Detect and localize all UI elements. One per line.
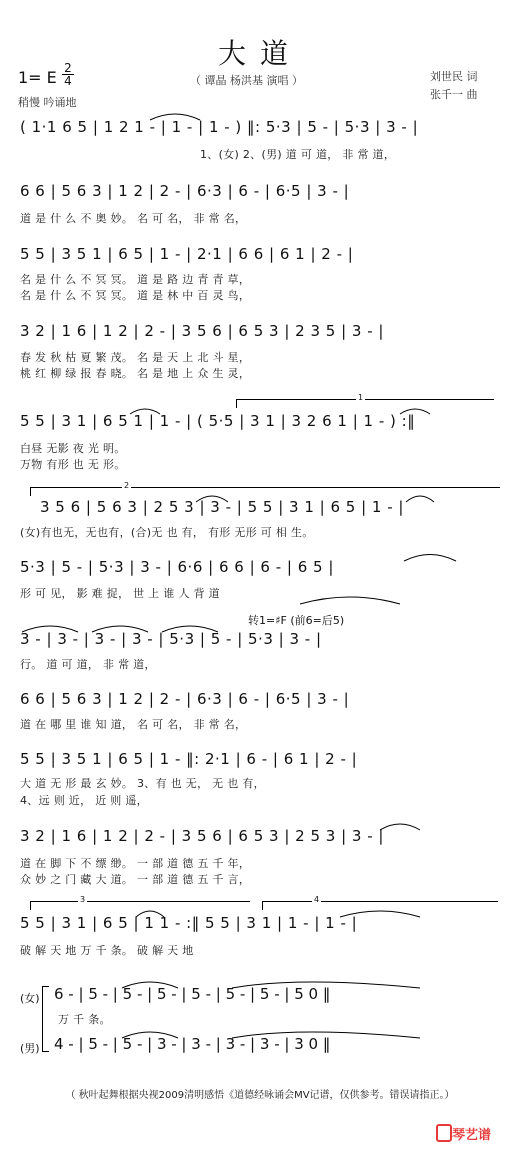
slur-arc [406, 496, 434, 502]
slur-arc [136, 911, 164, 917]
score-system-7-notes: 5·3 | 5 - | 5·3 | 3 - | 6·6 | 6 6 | 6 - | 6 5 | [20, 558, 334, 576]
male-part-label: (男) [20, 1042, 40, 1055]
composer: 张千一 曲 [430, 88, 478, 101]
score-system-6-notes: 3 5 6 | 5 6 3 | 2 5 3 | 3 - | 5 5 | 3 1 | 6 5 | 1 - | [40, 498, 404, 516]
slur-arc [232, 982, 420, 988]
slur-arc [162, 626, 218, 632]
slur-arc [22, 626, 78, 632]
key-change-marking: 转1=♯F (前6=后5) [248, 614, 345, 627]
score-system-4-lyrics-2: 桃 红 柳 绿 报 春 晓。 名 是 地 上 众 生 灵， [20, 367, 251, 380]
volta-number-2: 2 [124, 481, 130, 490]
performers: （ 谭晶 杨洪基 演唱 ） [190, 74, 303, 87]
score-system-2-lyrics-1: 道 是 什 么 不 奥 妙。 名 可 名， 非 常 名， [20, 212, 247, 225]
score-system-4-lyrics-1: 春 发 秋 枯 夏 繁 茂。 名 是 天 上 北 斗 星， [20, 351, 251, 364]
score-system-8-lyrics-1: 行。 道 可 道， 非 常 道， [20, 658, 156, 671]
slur-arc [340, 911, 420, 917]
slur-arc [122, 1032, 178, 1038]
volta-number-3: 3 [80, 895, 86, 904]
score-system-1-notes: ( 1·1 6 5 | 1 2 1 - | 1 - | 1 - ) ‖: 5·3 | 5 - | 5·3 | 3 - | [20, 118, 419, 136]
score-system-2-notes: 6 6 | 5 6 3 | 1 2 | 2 - | 6·3 | 6 - | 6·5 | 3 - | [20, 182, 350, 200]
female-part-notes: 6 - | 5 - | 5 - | 5 - | 5 - | 5 - | 5 - | 5 0 ‖ [54, 985, 331, 1003]
score-system-9-lyrics-1: 道 在 哪 里 谁 知 道， 名 可 名， 非 常 名， [20, 718, 247, 731]
time-signature-denominator: 4 [64, 74, 72, 88]
female-part-lyrics: 万 千 条。 [58, 1013, 111, 1026]
slur-arc [232, 1032, 420, 1038]
slur-arc [92, 626, 148, 632]
score-system-5-lyrics-2: 万物 有形 也 无 形。 [20, 458, 126, 471]
score-system-3-lyrics-1: 名 是 什 么 不 冥 冥。 道 是 路 边 青 青 草， [20, 273, 251, 286]
slur-arc [300, 597, 400, 604]
slur-arc [196, 496, 228, 502]
score-system-11-notes: 3 2 | 1 6 | 1 2 | 2 - | 3 5 6 | 6 5 3 | 2 5 3 | 3 - | [20, 827, 384, 845]
score-system-10-lyrics-2: 4、远 则 近， 近 则 遥， [20, 794, 148, 807]
score-system-12-notes: 5 5 | 3 1 | 6 5 | 1 1 - :‖ 5 5 | 3 1 | 1 - | 1 - | [20, 914, 358, 932]
score-system-5-lyrics-1: 白昼 无影 夜 光 明。 [20, 442, 126, 455]
score-system-12-lyrics-1: 破 解 天 地 万 千 条。 破 解 天 地 [20, 944, 194, 957]
slur-arc [380, 824, 420, 830]
transcription-note: （ 秋叶起舞根据央视2009清明感悟《道德经咏诵会MV记谱，仅供参考。错误请指正。） [65, 1090, 455, 1101]
score-system-6-lyrics-1: (女)有也无，无也有，(合)无 也 有， 有形 无形 可 相 生。 [20, 526, 314, 539]
score-system-5-notes: 5 5 | 3 1 | 6 5 1 | 1 - | ( 5·5 | 3 1 | 3 2 6 1 | 1 - ) :‖ [20, 412, 416, 430]
score-system-10-notes: 5 5 | 3 5 1 | 6 5 | 1 - ‖: 2·1 | 6 - | 6 1 | 2 - | [20, 750, 358, 768]
score-system-9-notes: 6 6 | 5 6 3 | 1 2 | 2 - | 6·3 | 6 - | 6·5 | 3 - | [20, 690, 350, 708]
score-system-7-lyrics-1: 形 可 见， 影 难 捉， 世 上 谁 人 背 道 [20, 587, 220, 600]
score-system-4-notes: 3 2 | 1 6 | 1 2 | 2 - | 3 5 6 | 6 5 3 | 2 3 5 | 3 - | [20, 322, 384, 340]
male-part-notes: 4 - | 5 - | 5 - | 3 - | 3 - | 3 - | 3 - | 3 0 ‖ [54, 1035, 331, 1053]
slur-arc [400, 409, 430, 414]
slur-arc [130, 409, 160, 414]
tempo-marking: 稍慢 吟诵地 [18, 96, 77, 109]
slur-arc [150, 114, 200, 120]
score-system-3-notes: 5 5 | 3 5 1 | 6 5 | 1 - | 2·1 | 6 6 | 6 1 | 2 - | [20, 245, 354, 263]
slur-arc [122, 982, 178, 988]
score-system-1-lyrics-1: 1、(女) 2、(男) 道 可 道， 非 常 道， [200, 148, 396, 161]
volta-number-4: 4 [314, 895, 320, 904]
score-system-11-lyrics-1: 道 在 脚 下 不 缥 缈。 一 部 道 德 五 千 年， [20, 857, 251, 870]
female-part-label: (女) [20, 992, 40, 1005]
score-system-11-lyrics-2: 众 妙 之 门 藏 大 道。 一 部 道 德 五 千 言， [20, 873, 251, 886]
slur-arc [404, 555, 456, 562]
score-system-10-lyrics-1: 大 道 无 形 最 玄 妙。 3、有 也 无， 无 也 有， [20, 777, 265, 790]
brand-name: 琴艺谱 [452, 1128, 492, 1143]
score-system-3-lyrics-2: 名 是 什 么 不 冥 冥。 道 是 林 中 百 灵 鸟， [20, 289, 251, 302]
volta-number-1: 1 [358, 393, 364, 402]
score-system-8-notes: 3 - | 3 - | 3 - | 3 - | 5·3 | 5 - | 5·3 | 3 - | [20, 630, 322, 648]
time-signature-numerator: 2 [64, 61, 72, 75]
lyricist: 刘世民 词 [430, 70, 478, 83]
key-signature: 1= E [18, 68, 57, 87]
song-title: 大道 [217, 37, 302, 70]
